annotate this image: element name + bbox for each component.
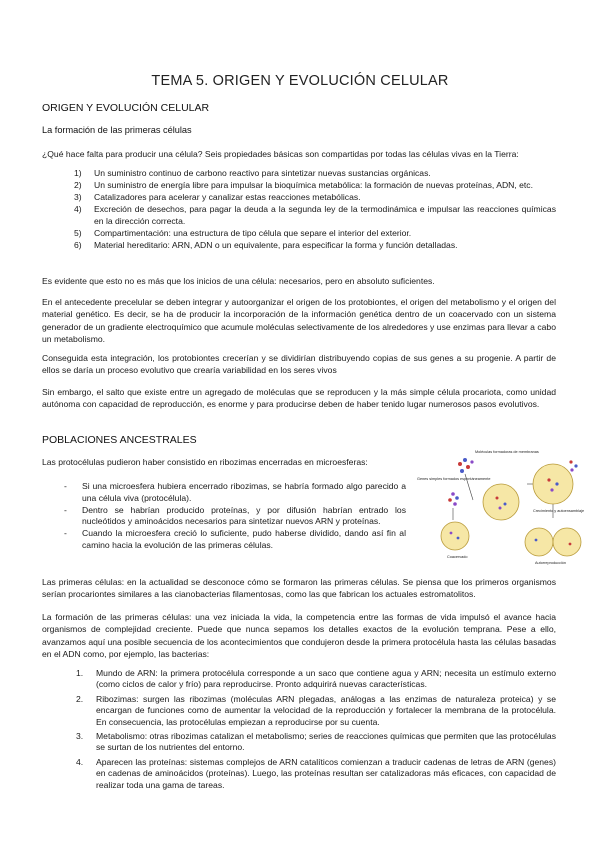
list-item: - Dentro se habrían producido proteínas, y por difusión habrían entrado los nucleótidos y aminoácidos necesarios para sintetizar nuevos ARN y proteínas. [64,504,406,527]
label-growth: Crecimiento y autoensamblaje [533,509,585,513]
paragraph-salto: Sin embargo, el salto que existe entre un agregado de moléculas que se reproducen y la más simple célula procariota, como unidad autónoma con capacidad de reproducción, es enorme y para producirse deben de haber tenido lugar numerosos pasos evolutivos. [42,387,556,410]
rna-strand-icon [448,492,459,506]
label-coacervado: Coacervado [447,555,468,559]
list-item: 4. Aparecen las proteínas: sistemas complejos de ARN catalíticos comienzan a traducir cadenas de letras de ARN (genes) en cadenas de aminoácidos (proteínas). Luego, las proteínas resultan ser catalizadoras más eficaces, con capacidad de realizar toda una gama de tareas. [76,756,556,790]
page-title: TEMA 5. ORIGEN Y EVOLUCIÓN CELULAR [151,73,449,89]
list-item: 2) Un suministro de energía libre para impulsar la bioquímica metabólica: la formación de nuevas proteínas, ADN, etc. [74,180,533,191]
microsphere-bullets [62,481,406,552]
growing-cell-icon [483,484,519,520]
list-item: 3. Metabolismo: otras ribozimas catalizan el metabolismo; series de reacciones químicas que permiten que las protocélulas se surtan de los nutrientes del entorno. [76,731,556,753]
intro-question: ¿Qué hace falta para producir una célula? Seis propiedades básicas son compartidas por todas las células vivas en la Tierra: [42,149,519,159]
properties-list [74,168,556,252]
paragraph-protocelulas: Las protocélulas pudieron haber consistido en ribozimas encerradas en microesferas: [42,457,368,467]
list-item: 4) Excreción de desechos, para pagar la deuda a la segunda ley de la termodinámica e impulsar las reacciones químicas en la dirección correcta. [74,204,556,226]
membrane-molecules-icon [458,458,474,473]
list-item: - Si una microesfera hubiera encerrado ribozimas, se habría formado algo parecido a una célula viva (protocélula). [64,481,406,503]
list-item: - Cuando la microesfera creció lo suficiente, pudo haberse dividido, dando así fin al camino hacia la evolución de las primeras células. [64,528,406,550]
list-item: 2. Ribozimas: surgen las ribozimas (moléculas ARN plegadas, análogas a las enzimas de naturaleza proteica) y se encargan de funciones como de aumentar la velocidad de la reproducción y fortalecer la membrana de la protocélula. En consecuencia, las protocélulas empiezan a reproducirse por su cuenta. [76,693,556,727]
paragraph-primeras: Las primeras células: en la actualidad se desconoce cómo se formaron las primeras células. Se piensa que los primeros organismos serían procariontes similares a las cianobacterias filamentosas, como las que fabrican los actuales estromatolitos. [42,577,556,600]
paragraph-formacion: La formación de las primeras células: una vez iniciada la vida, la competencia entre las formas de vida impulsó el avance hacia organismos de complejidad creciente. Puede que nunca sepamos los detalles exactos de la evolución temprana. Pese a ello, avanzamos aquí una posible secuencia de los acontecimientos que condujeron desde la primera protocélula hasta las células basadas en el ADN como, por ejemplo, las bacterias: [42,612,556,660]
list-item: 1) Un suministro continuo de carbono reactivo para sintetizar nuevas sustancias orgánicas. [74,168,431,178]
list-item: 6) Material hereditario: ARN, ADN o un equivalente, para especificar la forma y función detalladas. [74,240,458,251]
paragraph-evident: Es evidente que esto no es más que los inicios de una célula: necesarios, pero en absoluto suficientes. [42,276,435,286]
section-heading-poblaciones: POBLACIONES ANCESTRALES [42,434,197,446]
paragraph-conseguida: Conseguida esta integración, los protobiontes crecerían y se dividirían distribuyendo copias de sus genes a su progenie. A partir de ellos se daría un proceso evolutivo que crearía variabilidad en los seres vivos [42,353,556,376]
dividing-cells-icon [525,528,581,556]
label-genes: Genes simples formados espontáneamente [417,477,491,481]
label-reproduction: Autorreproducción [535,561,567,565]
coacervate-cell-icon [441,522,469,550]
section-heading-origen: ORIGEN Y EVOLUCIÓN CELULAR [42,102,210,114]
list-item: 3) Catalizadores para acelerar y canalizar estas reacciones metabólicas. [74,192,361,203]
self-assembly-cell-icon [533,460,578,504]
list-item: 1. Mundo de ARN: la primera protocélula corresponde a un saco que contiene agua y ARN; necesita un estímulo externo (como ciclos de calor y frío) para reproducirse. Pronto adquirirá nuevas características. [76,668,556,690]
protocell-diagram [415,448,585,576]
paragraph-antecedente: En el antecedente precelular se deben integrar y autoorganizar el origen de los protobiontes, el origen del metabolismo y el origen del material genético. Es decir, se ha de producir la incorporación de la información genética dentro de un coacervado con un sistema generador de un gradiente electroquímico que acumule moléculas selectivamente de los alrededores y use enzimas para llevar a cabo un metabolismo. [42,297,556,345]
list-item: 5) Compartimentación: una estructura de tipo célula que separe el interior del exterior. [74,227,412,238]
subsection-heading-formacion: La formación de las primeras células [42,125,192,135]
sequence-list [76,668,556,792]
label-molecules: Moléculas formadoras de membranas [475,450,539,454]
